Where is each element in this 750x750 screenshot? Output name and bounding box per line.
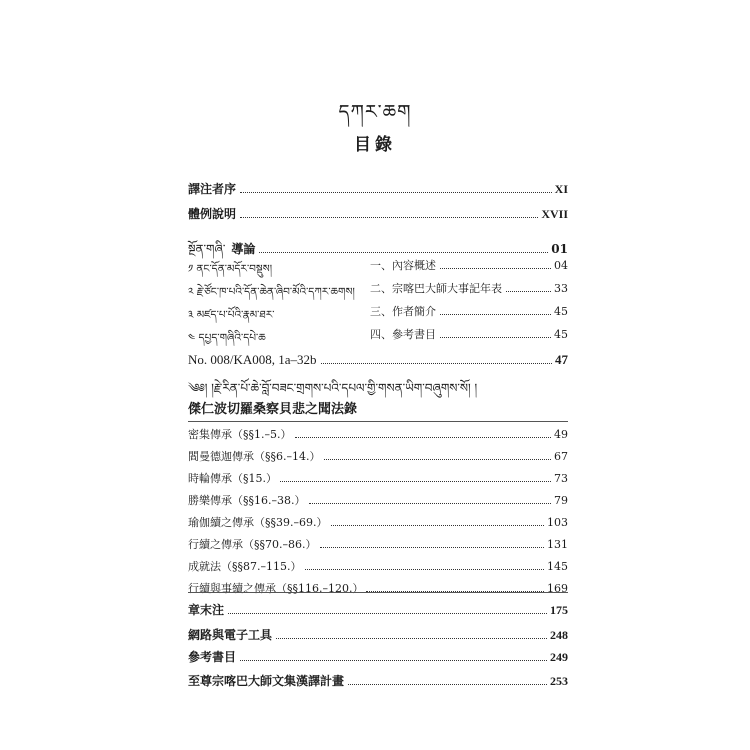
toc-entry-label: 四、參考書目 — [370, 328, 436, 341]
leader-dots — [259, 252, 548, 253]
toc-entry-label-tibetan: སྔོན་གཞི་ — [188, 242, 226, 256]
toc-entry-page: 253 — [550, 674, 568, 688]
toc-entry-endnotes[interactable] — [188, 601, 568, 618]
toc-entry-online-tools[interactable] — [188, 626, 568, 643]
toc-entry-page: 45 — [554, 305, 568, 318]
toc-entry-label: 行續與事續之傳承（§§116.–120.） — [188, 582, 364, 595]
toc-entry-page: 49 — [554, 428, 568, 441]
toc-entry-page: 33 — [554, 282, 568, 295]
toc-entry-section[interactable] — [188, 536, 568, 552]
leader-dots — [240, 192, 552, 193]
toc-entry-page: 67 — [554, 450, 568, 463]
leader-dots — [309, 503, 552, 504]
leader-dots — [440, 268, 551, 269]
toc-entry-intro-item[interactable] — [370, 257, 568, 273]
toc-entry-page: 47 — [555, 352, 568, 367]
toc-entry-preface[interactable] — [188, 180, 568, 197]
toc-entry-page: 79 — [554, 494, 568, 507]
toc-entry-intro-item[interactable] — [370, 326, 568, 342]
toc-entry-page: 249 — [550, 650, 568, 664]
intro-item-tibetan: ༢ རྗེ་ཙོང་ཁ་པའི་དོན་ཆེན་ཞིབ་མོའི་དཀར་ཆགས། — [188, 286, 355, 298]
leader-dots — [331, 525, 545, 526]
leader-dots — [295, 437, 552, 438]
leader-dots — [321, 363, 552, 364]
toc-entry-page: 103 — [547, 516, 568, 529]
toc-entry-label: 體例說明 — [188, 207, 237, 221]
toc-entry-intro-item[interactable] — [370, 280, 568, 296]
toc-entry-page: XVII — [541, 207, 568, 221]
toc-entry-section[interactable] — [188, 492, 568, 508]
tibetan-heading: དཀར་ཆག — [338, 101, 412, 123]
toc-entry-page: XI — [554, 182, 568, 196]
toc-entry-section[interactable] — [188, 426, 568, 442]
toc-entry-page: 04 — [554, 259, 568, 272]
text-chinese-title: 傑仁波切羅桑察貝悲之聞法錄 — [188, 402, 358, 417]
divider — [188, 421, 568, 422]
toc-entry-text[interactable] — [188, 352, 568, 368]
toc-entry-label: 三、作者簡介 — [370, 305, 436, 318]
toc-entry-label: 行續之傳承（§§70.–86.） — [188, 538, 317, 551]
intro-item-tibetan: ༡ ནང་དོན་མདོར་བསྡུས། — [188, 263, 273, 275]
toc-entry-page: 169 — [547, 582, 568, 595]
toc-entry-section[interactable] — [188, 448, 568, 464]
text-tibetan-title: ༄༅། །རྗེ་རིན་པོ་ཆེ་བློ་བཟང་གྲགས་པའི་དཔལ་གྱི་གསན་ཡིག་བཞུགས་སོ། ། — [188, 381, 478, 395]
page-title: 目錄 — [354, 135, 396, 155]
toc-entry-label: 時輪傳承（§15.） — [188, 472, 277, 485]
toc-entry-label: 章末注 — [188, 603, 225, 617]
leader-dots — [348, 684, 547, 685]
toc-entry-page: 73 — [554, 472, 568, 485]
toc-entry-label: 至尊宗喀巴大師文集漢譯計畫 — [188, 674, 345, 688]
toc-entry-label: 一、內容概述 — [370, 259, 436, 272]
leader-dots — [440, 337, 551, 338]
toc-entry-page: 01 — [551, 242, 568, 256]
toc-entry-page: 45 — [554, 328, 568, 341]
toc-entry-section[interactable] — [188, 580, 568, 596]
toc-entry-section[interactable] — [188, 558, 568, 574]
toc-entry-section[interactable] — [188, 470, 568, 486]
toc-entry-page: 145 — [547, 560, 568, 573]
toc-entry-label: 勝樂傳承（§§16.–38.） — [188, 494, 306, 507]
leader-dots — [240, 217, 538, 218]
leader-dots — [324, 459, 552, 460]
leader-dots — [305, 569, 545, 570]
leader-dots — [228, 613, 547, 614]
toc-entry-label: 瑜伽續之傳承（§§39.–69.） — [188, 516, 328, 529]
toc-entry-page: 175 — [550, 603, 568, 617]
toc-entry-label: No. 008/KA008, 1a–32b — [188, 352, 317, 367]
intro-item-tibetan: ༣ མཛད་པ་པོའི་རྣམ་ཐར་ — [188, 309, 275, 321]
leader-dots — [280, 481, 551, 482]
leader-dots — [440, 314, 551, 315]
leader-dots — [240, 660, 547, 661]
toc-entry-label: 導論 — [231, 242, 256, 256]
leader-dots — [506, 291, 551, 292]
toc-entry-label: 密集傳承（§§1.–5.） — [188, 428, 292, 441]
toc-entry-page: 248 — [550, 628, 568, 642]
toc-entry-bibliography[interactable] — [188, 648, 568, 665]
toc-entry-page: 131 — [547, 538, 568, 551]
toc-entry-section[interactable] — [188, 514, 568, 530]
toc-entry-conventions[interactable] — [188, 205, 568, 222]
toc-entry-label: 閻曼德迦傳承（§§6.–14.） — [188, 450, 321, 463]
toc-entry-translation-project[interactable] — [188, 672, 568, 689]
toc-entry-intro-item[interactable] — [370, 303, 568, 319]
intro-item-tibetan: ༤ དཔྱད་གཞིའི་དཔེ་ཆ — [188, 332, 266, 344]
toc-entry-label: 網路與電子工具 — [188, 628, 273, 642]
toc-entry-label: 參考書目 — [188, 650, 237, 664]
leader-dots — [276, 638, 547, 639]
toc-entry-label: 譯注者序 — [188, 182, 237, 196]
toc-entry-label: 成就法（§§87.–115.） — [188, 560, 302, 573]
divider — [188, 592, 568, 593]
toc-entry-label: 二、宗喀巴大師大事記年表 — [370, 282, 502, 295]
leader-dots — [320, 547, 545, 548]
